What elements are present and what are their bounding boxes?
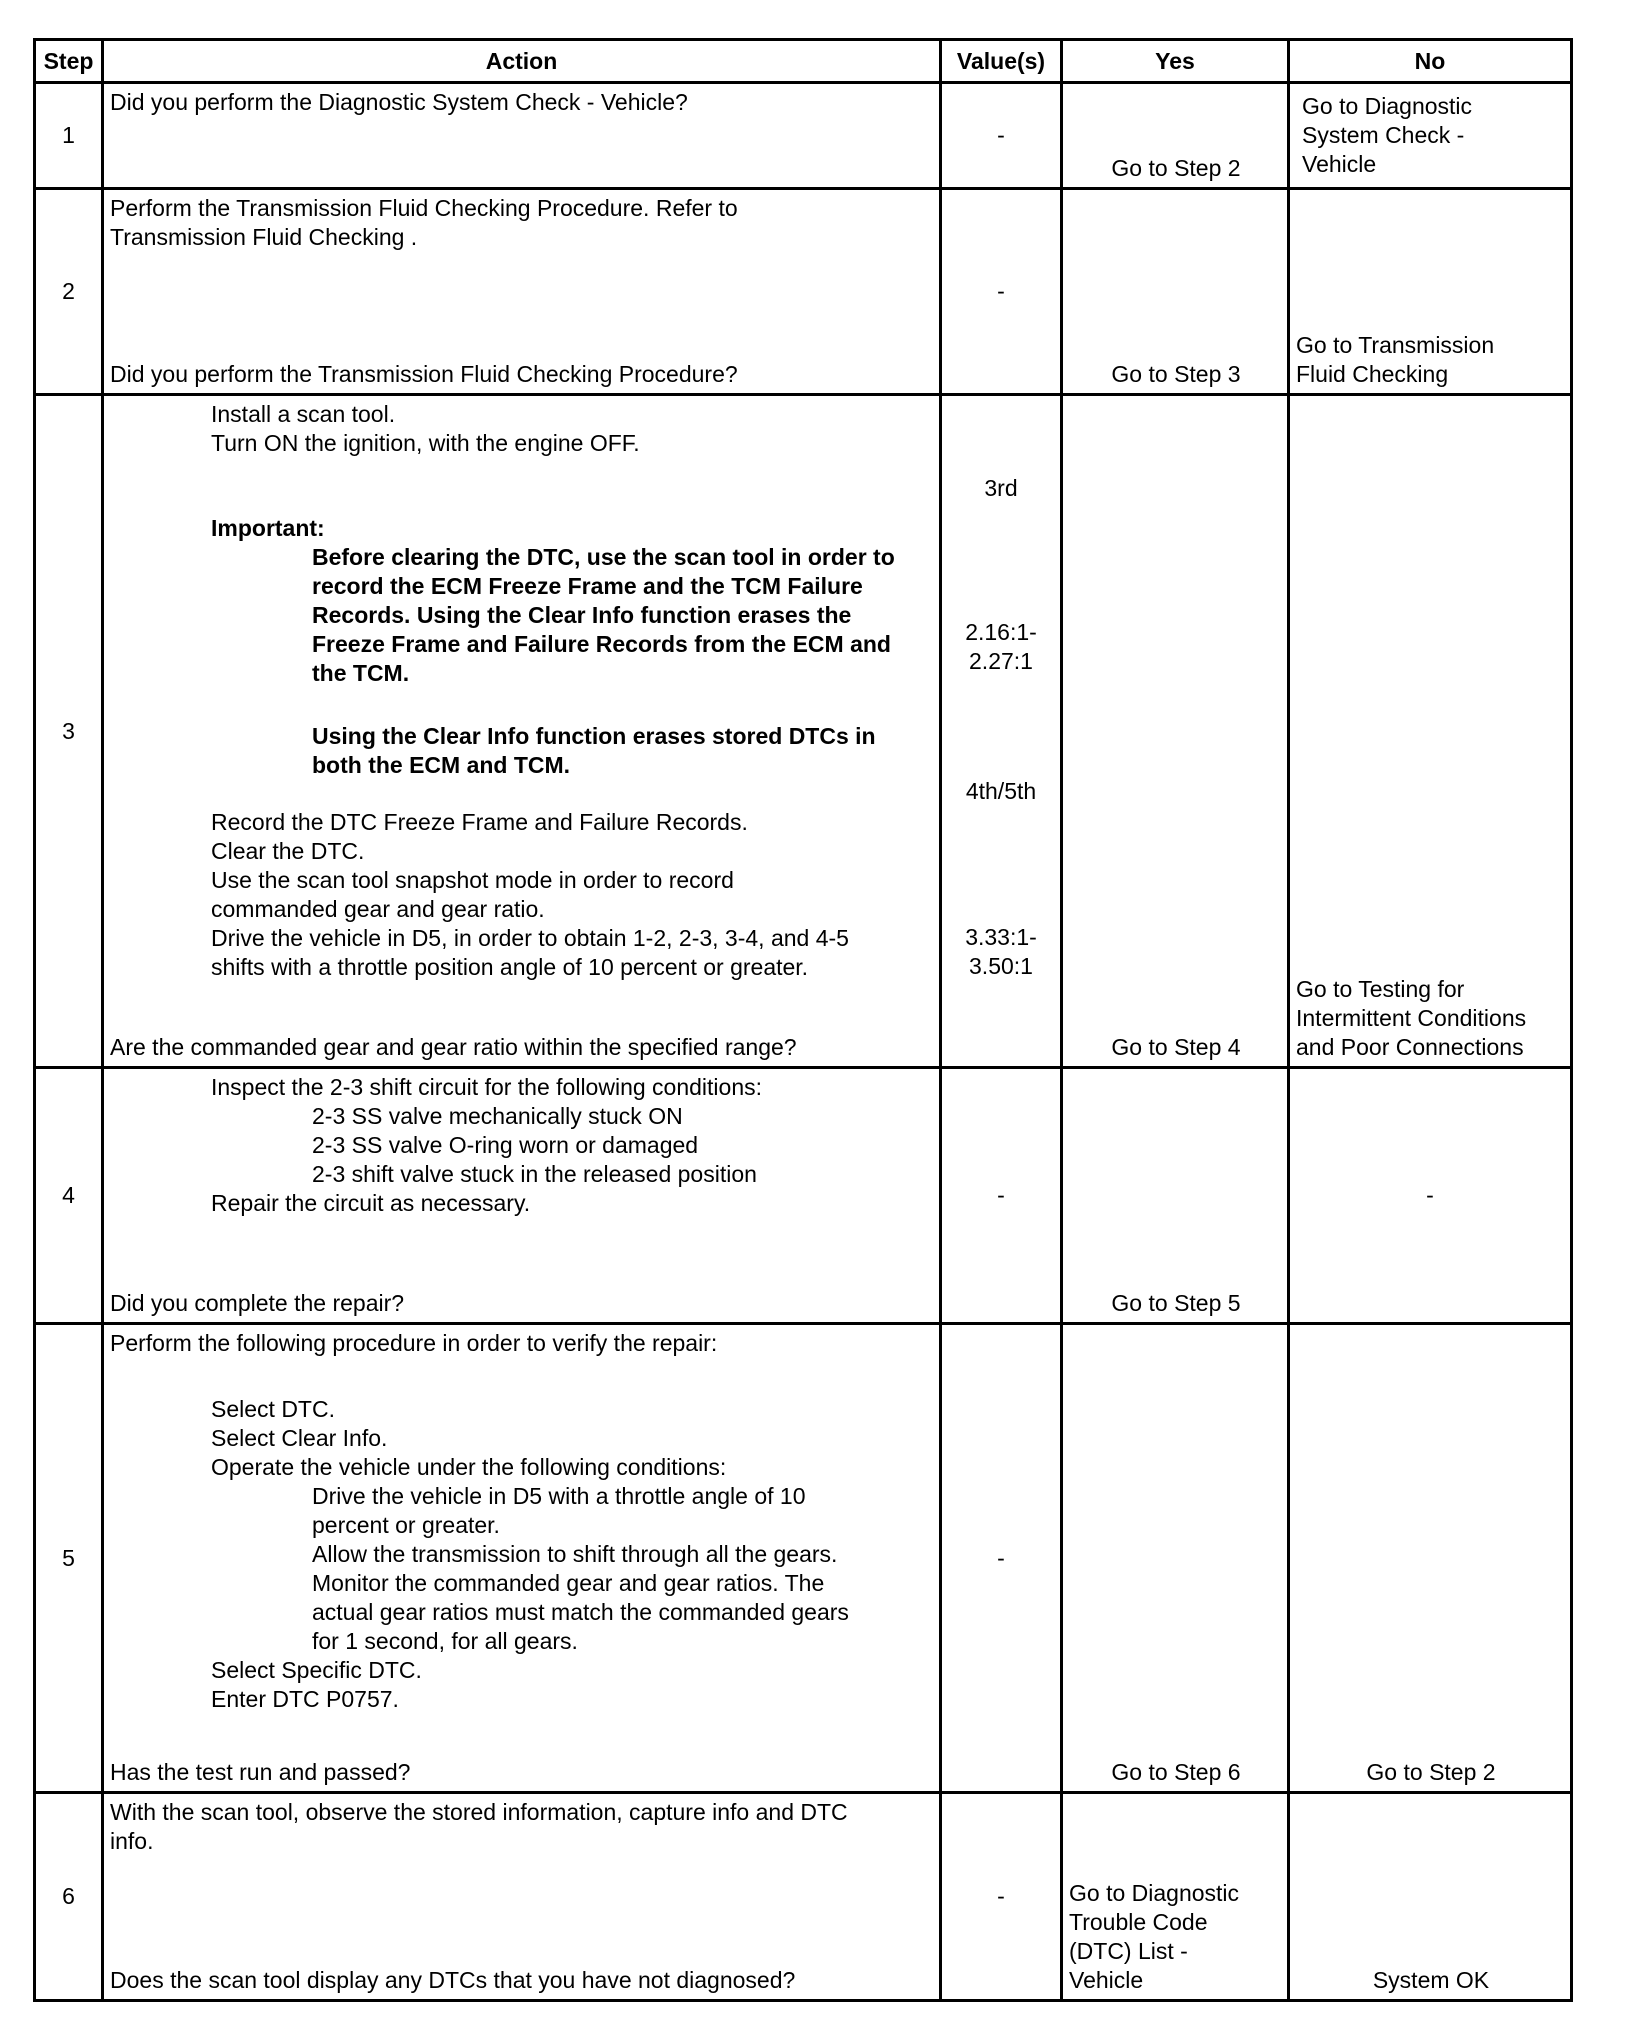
value-cell: [941, 395, 1062, 1068]
yes-link[interactable]: Go to Step 6: [1111, 1759, 1241, 1785]
table-row: [35, 189, 1572, 395]
action-line[interactable]: Transmission Fluid Checking .: [110, 224, 418, 250]
yes-cell: [1062, 83, 1289, 189]
value-cell: -: [941, 1324, 1062, 1793]
sub-line: Allow the transmission to shift through all the gears.: [312, 1541, 838, 1567]
yes-link[interactable]: Go to Step 3: [1111, 361, 1241, 387]
table-row: [35, 1793, 1572, 2001]
sub-line: Drive the vehicle in D5 with a throttle angle of 10: [312, 1483, 806, 1509]
yes-cell: [1062, 395, 1289, 1068]
action-line: Select Specific DTC.: [211, 1657, 422, 1683]
action-question: Did you complete the repair?: [110, 1290, 405, 1316]
yes-link[interactable]: Go to Step 2: [1111, 155, 1241, 181]
value-line: 3.50:1: [969, 953, 1033, 979]
step-number: 3: [35, 395, 103, 1068]
no-link-line[interactable]: Go to Diagnostic: [1302, 93, 1473, 119]
no-cell: [1289, 1793, 1572, 2001]
yes-cell: [1062, 189, 1289, 395]
action-line: Select Clear Info.: [211, 1425, 388, 1451]
value-line: 2.27:1: [969, 648, 1033, 674]
action-line: Clear the DTC.: [211, 838, 365, 864]
value-line: 4th/5th: [965, 778, 1037, 804]
action-line: Use the scan tool snapshot mode in order to record: [211, 867, 734, 893]
action-line: Enter DTC P0757.: [211, 1686, 399, 1712]
yes-link-line[interactable]: Vehicle: [1069, 1967, 1144, 1993]
header-action: Action: [103, 40, 941, 83]
step-number: 5: [35, 1324, 103, 1793]
no-link-line[interactable]: Intermittent Conditions: [1296, 1005, 1527, 1031]
yes-cell: [1062, 1324, 1289, 1793]
value-cell: -: [941, 189, 1062, 395]
value-cell: -: [941, 1793, 1062, 2001]
step-number: 6: [35, 1793, 103, 2001]
action-line: info.: [110, 1828, 154, 1854]
action-question: Are the commanded gear and gear ratio within the specified range?: [110, 1034, 797, 1060]
action-line: Inspect the 2-3 shift circuit for the following conditions:: [211, 1074, 763, 1100]
header-row: [35, 40, 1572, 83]
sub-line: percent or greater.: [312, 1512, 500, 1538]
yes-link[interactable]: Go to Step 4: [1111, 1034, 1241, 1060]
value-cell: -: [941, 1068, 1062, 1324]
no-cell: -: [1289, 1068, 1572, 1324]
yes-link-line[interactable]: Go to Diagnostic: [1069, 1880, 1240, 1906]
no-link-line[interactable]: System Check -: [1302, 122, 1465, 148]
diagnostic-table: [33, 38, 1573, 2002]
step-number: 1: [35, 83, 103, 189]
value-line: 3.33:1-: [965, 924, 1037, 950]
action-cell: [103, 83, 941, 189]
action-line: Operate the vehicle under the following conditions:: [211, 1454, 727, 1480]
table-row: [35, 395, 1572, 1068]
action-line: commanded gear and gear ratio.: [211, 896, 545, 922]
no-link-line[interactable]: Fluid Checking: [1296, 361, 1449, 387]
header-values: Value(s): [941, 40, 1062, 83]
action-line: Turn ON the ignition, with the engine OFF.: [211, 430, 640, 456]
action-line: Perform the Transmission Fluid Checking Procedure. Refer to: [110, 195, 738, 221]
value-line: 3rd: [984, 475, 1018, 501]
action-cell: [103, 1068, 941, 1324]
no-cell: [1289, 83, 1572, 189]
yes-link-line[interactable]: (DTC) List -: [1069, 1938, 1188, 1964]
no-link[interactable]: Go to Step 2: [1366, 1759, 1496, 1785]
header-no: No: [1289, 40, 1572, 83]
step-number: 2: [35, 189, 103, 395]
table-row: [35, 83, 1572, 189]
action-line: Install a scan tool.: [211, 401, 396, 427]
action-line: Select DTC.: [211, 1396, 335, 1422]
step-number: 4: [35, 1068, 103, 1324]
action-cell: [103, 395, 941, 1068]
header-step: Step: [35, 40, 103, 83]
action-question: Does the scan tool display any DTCs that you have not diagnosed?: [110, 1967, 796, 1993]
condition-item: 2-3 SS valve mechanically stuck ON: [312, 1103, 683, 1129]
table-row: [35, 1324, 1572, 1793]
yes-cell: [1062, 1793, 1289, 2001]
important-label: Important:: [211, 515, 325, 541]
action-line: With the scan tool, observe the stored information, capture info and DTC: [110, 1799, 848, 1825]
important-note: Using the Clear Info function erases stored DTCs in both the ECM and TCM.: [312, 723, 876, 778]
action-intro: Perform the following procedure in order to verify the repair:: [110, 1330, 718, 1356]
action-line: Record the DTC Freeze Frame and Failure Records.: [211, 809, 748, 835]
yes-link-line[interactable]: Trouble Code: [1069, 1909, 1208, 1935]
no-link-line[interactable]: Go to Transmission: [1296, 332, 1495, 358]
header-yes: Yes: [1062, 40, 1289, 83]
action-question: Did you perform the Diagnostic System Check - Vehicle?: [110, 89, 688, 115]
no-cell: [1289, 189, 1572, 395]
action-question: Has the test run and passed?: [110, 1759, 411, 1785]
yes-cell: [1062, 1068, 1289, 1324]
condition-item: 2-3 shift valve stuck in the released position: [312, 1161, 757, 1187]
action-cell: [103, 1793, 941, 2001]
no-cell: [1289, 1324, 1572, 1793]
no-link-line[interactable]: and Poor Connections: [1296, 1034, 1524, 1060]
sub-line: actual gear ratios must match the commanded gears: [312, 1599, 849, 1625]
no-link-line[interactable]: Go to Testing for: [1296, 976, 1465, 1002]
action-cell: [103, 189, 941, 395]
condition-item: 2-3 SS valve O-ring worn or damaged: [312, 1132, 699, 1158]
action-line: shifts with a throttle position angle of 10 percent or greater.: [211, 954, 809, 980]
sub-line: Monitor the commanded gear and gear ratios. The: [312, 1570, 825, 1596]
value-cell: -: [941, 83, 1062, 189]
action-line: Repair the circuit as necessary.: [211, 1190, 531, 1216]
value-line: 2.16:1-: [965, 619, 1037, 645]
no-cell: [1289, 395, 1572, 1068]
action-line: Drive the vehicle in D5, in order to obtain 1-2, 2-3, 3-4, and 4-5: [211, 925, 849, 951]
action-cell: [103, 1324, 941, 1793]
no-link-line[interactable]: Vehicle: [1302, 151, 1377, 177]
no-status: System OK: [1372, 1967, 1490, 1993]
important-note: Before clearing the DTC, use the scan tool in order to record the ECM Freeze Frame and the TCM Failure Records. Using the Clear Info function erases the Freeze Frame and Failure Records from the ECM and the TCM.: [312, 544, 895, 686]
action-question: Did you perform the Transmission Fluid Checking Procedure?: [110, 361, 738, 387]
sub-line: for 1 second, for all gears.: [312, 1628, 578, 1654]
table-row: [35, 1068, 1572, 1324]
yes-link[interactable]: Go to Step 5: [1111, 1290, 1241, 1316]
